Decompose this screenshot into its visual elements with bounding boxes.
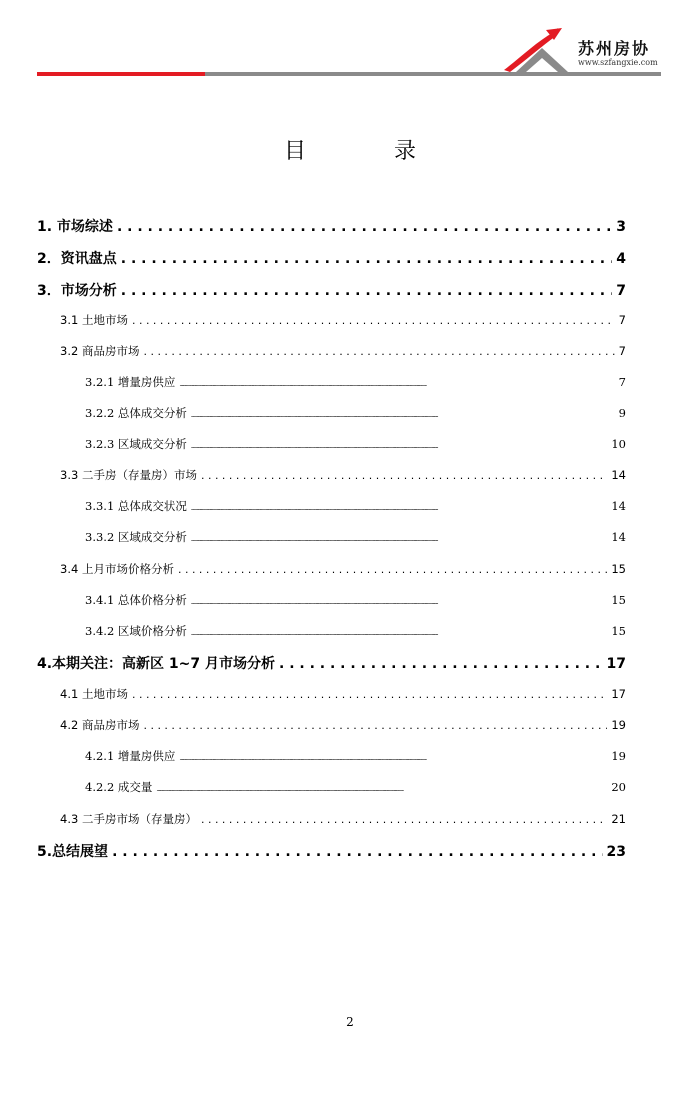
toc-entry-page: 9: [618, 406, 626, 420]
toc-entry-label: 3.3 二手房（存量房）市场: [60, 468, 197, 482]
toc-entry[interactable]: [60, 717, 626, 733]
toc-entry[interactable]: [85, 374, 626, 390]
toc-entry[interactable]: [60, 467, 626, 483]
toc-entry-label: 3.4.2 区域价格分析: [85, 624, 187, 638]
toc-leader: [191, 443, 607, 450]
toc-entry-label: 3．市场分析: [37, 283, 117, 299]
toc-entry[interactable]: [37, 248, 626, 268]
toc-entry-page: 14: [611, 530, 626, 544]
toc-entry-page: 23: [606, 844, 626, 860]
toc-entry[interactable]: [85, 623, 626, 639]
brand-url: www.szfangxie.com: [578, 58, 658, 67]
toc-leader: [178, 563, 607, 576]
toc-entry[interactable]: [60, 686, 626, 702]
toc-entry-page: 7: [618, 313, 626, 327]
toc-entry-page: 15: [611, 562, 626, 576]
toc-leader: [191, 505, 607, 512]
toc-leader: [132, 314, 615, 327]
toc-leader: [191, 630, 607, 637]
toc-entry-label: 4.本期关注：高新区 1~7 月市场分析: [37, 656, 276, 672]
toc-entry[interactable]: [85, 405, 626, 421]
toc-entry-page: 21: [611, 812, 626, 826]
toc-leader: [279, 656, 602, 672]
toc-entry[interactable]: [85, 748, 626, 764]
toc-entry-label: 3.4 上月市场价格分析: [60, 562, 174, 576]
toc-entry-label: 3.3.2 区域成交分析: [85, 530, 187, 544]
toc-leader: [143, 345, 614, 358]
toc-leader: [179, 755, 607, 762]
toc-entry-page: 15: [611, 593, 626, 607]
toc-entry-page: 7: [618, 344, 626, 358]
toc-entry-label: 3.1 土地市场: [60, 313, 128, 327]
toc-entry-label: 1. 市场综述: [37, 219, 113, 235]
toc-entry-page: 17: [606, 656, 626, 672]
toc-leader: [132, 688, 607, 701]
toc-entry[interactable]: [37, 653, 626, 673]
toc-entry-page: 10: [611, 437, 626, 451]
toc-entry-label: 4.2 商品房市场: [60, 718, 140, 732]
toc-title-char-1: 目: [283, 139, 306, 164]
toc-entry-label: 4.1 土地市场: [60, 687, 128, 701]
page-number: 2: [346, 1015, 354, 1029]
toc-entry-label: 2．资讯盘点: [37, 251, 117, 267]
toc-title-char-2: 录: [394, 139, 417, 164]
toc-leader: [143, 719, 607, 732]
toc-entry-label: 3.2 商品房市场: [60, 344, 140, 358]
toc-entry-label: 3.2.3 区域成交分析: [85, 437, 187, 451]
toc-entry-page: 7: [616, 283, 626, 299]
toc-entry-label: 3.3.1 总体成交状况: [85, 499, 187, 513]
toc-leader: [191, 599, 607, 606]
toc-entry[interactable]: [37, 280, 626, 300]
toc-entry[interactable]: [85, 529, 626, 545]
toc-entry[interactable]: [60, 343, 626, 359]
toc-entry[interactable]: [85, 592, 626, 608]
toc-leader: [117, 219, 612, 235]
toc-leader: [201, 813, 607, 826]
toc-leader: [156, 786, 607, 793]
toc-entry-page: 14: [611, 468, 626, 482]
toc-leader: [121, 283, 613, 299]
toc-entry-page: 17: [611, 687, 626, 701]
toc-entry-label: 4.2.2 成交量: [85, 780, 153, 794]
toc-entry[interactable]: [60, 811, 626, 827]
toc-entry-label: 4.2.1 增量房供应: [85, 749, 176, 763]
toc-leader: [121, 251, 613, 267]
toc-entry-label: 3.2.2 总体成交分析: [85, 406, 187, 420]
toc-entry[interactable]: [60, 561, 626, 577]
toc-entry-page: 19: [611, 718, 626, 732]
toc-entry-label: 4.3 二手房市场（存量房）: [60, 812, 197, 826]
toc-entry-page: 15: [611, 624, 626, 638]
toc-entry-label: 3.4.1 总体价格分析: [85, 593, 187, 607]
toc-leader: [201, 469, 607, 482]
toc-entry[interactable]: [60, 312, 626, 328]
toc-leader: [191, 536, 607, 543]
toc-entry[interactable]: [85, 498, 626, 514]
toc-leader: [191, 412, 615, 419]
toc-entry-page: 14: [611, 499, 626, 513]
toc-entry[interactable]: [85, 436, 626, 452]
toc-entry-page: 7: [618, 375, 626, 389]
toc-entry-label: 5.总结展望: [37, 844, 109, 860]
toc-entry-page: 4: [616, 251, 626, 267]
toc-entry-page: 19: [611, 749, 626, 763]
toc-entry-label: 3.2.1 增量房供应: [85, 375, 176, 389]
toc-entry[interactable]: [85, 779, 626, 795]
toc-entry-page: 20: [611, 780, 626, 794]
toc-leader: [112, 844, 602, 860]
toc-leader: [179, 381, 614, 388]
toc-entry-page: 3: [616, 219, 626, 235]
toc-entry[interactable]: [37, 216, 626, 236]
toc-entry[interactable]: [37, 841, 626, 861]
brand-name: 苏州房协: [578, 39, 651, 58]
